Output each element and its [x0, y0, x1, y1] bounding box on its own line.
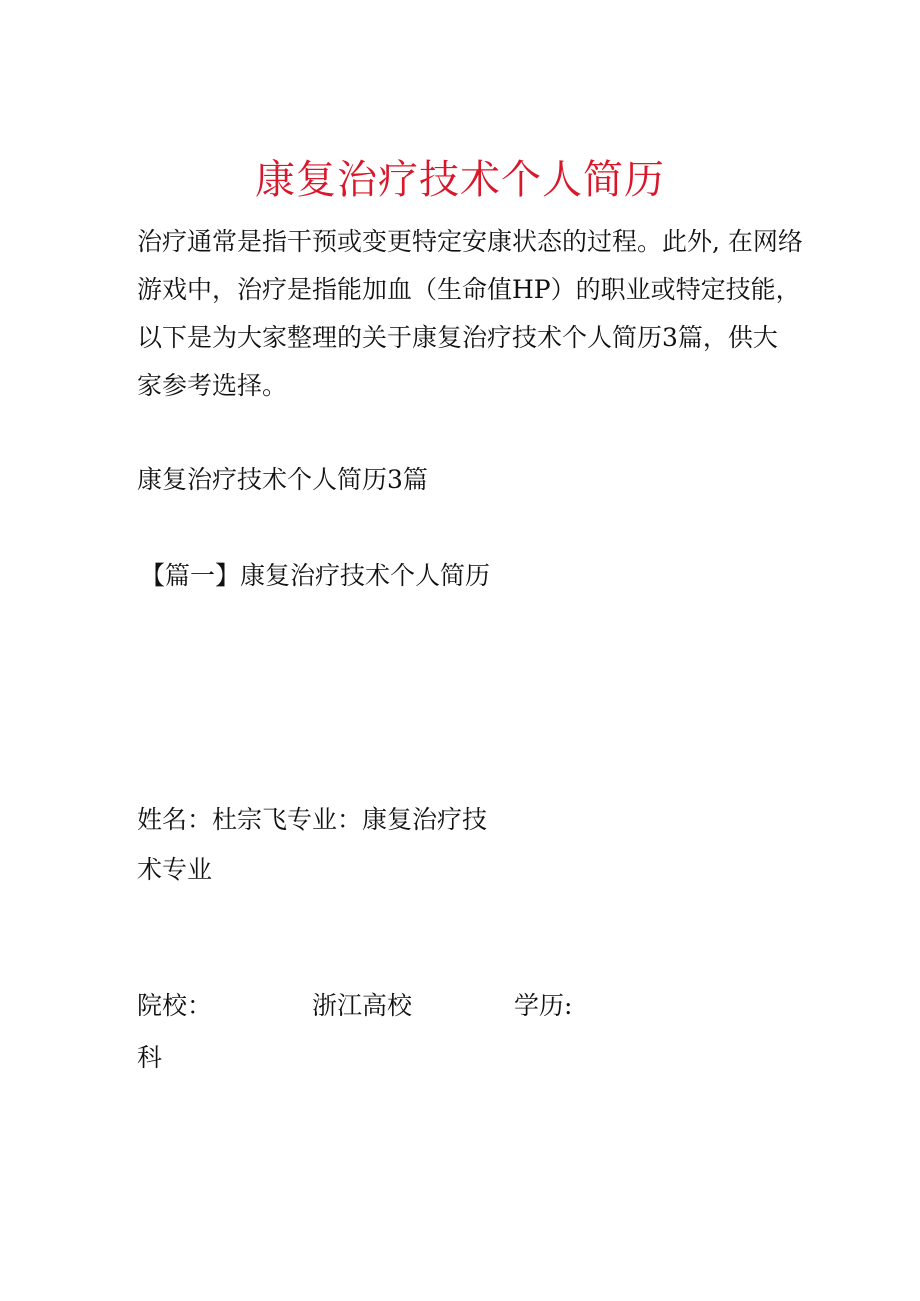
- degree-label: 学历:: [514, 991, 573, 1020]
- intro-line: 治疗通常是指干预或变更特定安康状态的过程。此外, 在网络: [137, 227, 803, 256]
- school-value: 浙江高校: [312, 991, 413, 1020]
- intro-line: 游戏中，治疗是指能加血（生命值HP）的职业或特定技能，: [137, 275, 801, 304]
- intro-paragraph: [137, 218, 803, 410]
- subheading: 康复治疗技术个人简历3篇: [137, 465, 428, 494]
- name-major-line-continued: 术专业: [137, 855, 213, 884]
- section-heading: 【篇一】康复治疗技术个人简历: [140, 561, 491, 590]
- document-title: 康复治疗技术个人简历: [255, 157, 665, 203]
- intro-line: 以下是为大家整理的关于康复治疗技术个人简历3篇，供大: [137, 323, 778, 352]
- school-label: 院校：: [137, 991, 213, 1020]
- degree-value: 科: [137, 1043, 163, 1072]
- name-major-line: 姓名：杜宗飞专业：康复治疗技: [137, 805, 488, 834]
- intro-line: 家参考选择。: [137, 371, 288, 400]
